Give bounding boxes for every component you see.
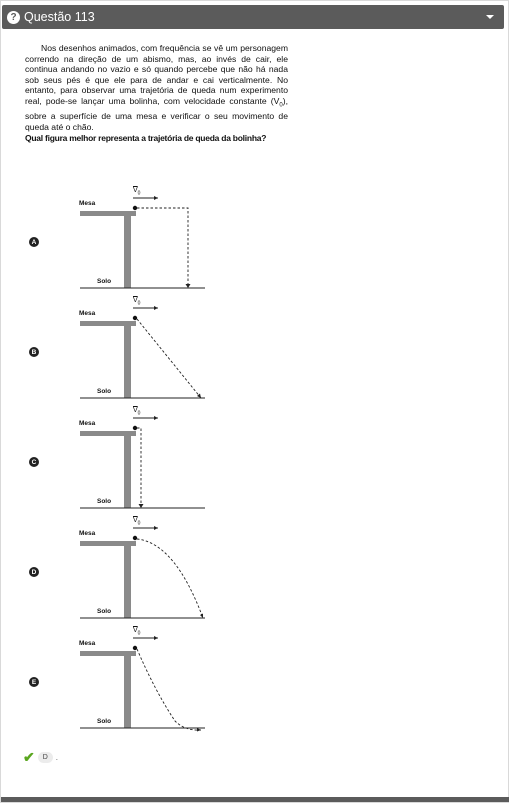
velocity-arrow-head xyxy=(154,416,158,420)
velocity-arrow-head xyxy=(154,636,158,640)
velocity-arrow-head xyxy=(154,306,158,310)
velocity-label: $\overline{V}_0$ xyxy=(133,297,141,307)
ground-label: Solo xyxy=(97,388,112,395)
velocity-label: $\overline{V}_0$ xyxy=(133,187,141,197)
trajectory-diagram xyxy=(25,301,295,413)
trajectory-arrow-head xyxy=(139,504,144,508)
trajectory-path xyxy=(137,208,188,285)
ball xyxy=(133,646,137,650)
option-e[interactable] xyxy=(25,627,295,743)
trajectory-diagram xyxy=(25,191,295,303)
table-top xyxy=(80,321,136,326)
trajectory-arrow-head xyxy=(197,728,201,732)
trajectory-path xyxy=(137,649,201,730)
table-label: Mesa xyxy=(79,640,96,647)
question-title: Questão 113 xyxy=(24,10,95,24)
table-leg xyxy=(124,216,131,288)
table-label: Mesa xyxy=(79,200,96,207)
velocity-arrow-head xyxy=(154,526,158,530)
table-leg xyxy=(124,326,131,398)
answer-trailing: . xyxy=(55,753,59,762)
table-top xyxy=(80,431,136,436)
ball xyxy=(133,426,137,430)
table-leg xyxy=(124,546,131,618)
ball xyxy=(133,536,137,540)
trajectory-diagram xyxy=(25,411,295,523)
question-body xyxy=(25,43,288,143)
trajectory-path xyxy=(137,319,201,398)
answer-badge: D xyxy=(38,752,53,763)
table-label: Mesa xyxy=(79,310,96,317)
velocity-label: $\overline{V}_0$ xyxy=(133,517,141,527)
option-c[interactable] xyxy=(25,407,295,523)
table-top xyxy=(80,651,136,656)
table-leg xyxy=(124,656,131,728)
table-label: Mesa xyxy=(79,420,96,427)
question-circle-icon: ? xyxy=(7,11,20,24)
ground-label: Solo xyxy=(97,608,112,615)
answer-row xyxy=(23,749,58,766)
velocity-arrow-head xyxy=(154,196,158,200)
table-label: Mesa xyxy=(79,530,96,537)
ground-label: Solo xyxy=(97,498,112,505)
option-letter: E xyxy=(29,677,39,687)
collapse-caret-icon[interactable] xyxy=(486,15,494,19)
option-letter: C xyxy=(29,457,39,467)
trajectory-path xyxy=(137,428,141,505)
option-d[interactable] xyxy=(25,517,295,633)
table-top xyxy=(80,211,136,216)
option-a[interactable] xyxy=(25,187,295,303)
option-letter: B xyxy=(29,347,39,357)
question-prompt: Qual figura melhor representa a trajetória de queda da bolinha? xyxy=(25,133,267,144)
option-b[interactable] xyxy=(25,297,295,413)
panel-bottom-bar xyxy=(1,797,509,802)
ball xyxy=(133,316,137,320)
question-text: Nos desenhos animados, com frequência se vê um personagem correndo na direção de um abismo, mas, ao invés de cair, ele continua andando no vazio e só quando percebe que não há nada sob seus pés é que ele para de andar e cai verticalmente. No entanto, para observar uma trajetória de queda num experimento real, pode-se lançar uma bolinha, com velocidade constante $(V_0)$, sobre a superfície de uma mesa e verificar o seu movimento de queda até o chão. xyxy=(25,43,288,132)
trajectory-diagram xyxy=(25,631,295,743)
check-icon: ✔ xyxy=(23,749,35,765)
ground-label: Solo xyxy=(97,718,112,725)
option-letter: D xyxy=(29,567,39,577)
question-header[interactable] xyxy=(2,5,504,29)
ground-label: Solo xyxy=(97,278,112,285)
table-leg xyxy=(124,436,131,508)
ball xyxy=(133,206,137,210)
trajectory-diagram xyxy=(25,521,295,633)
trajectory-arrow-head xyxy=(186,284,191,288)
velocity-label: $\overline{V}_0$ xyxy=(133,627,141,637)
velocity-label: $\overline{V}_0$ xyxy=(133,407,141,417)
table-top xyxy=(80,541,136,546)
trajectory-path xyxy=(137,539,203,618)
option-letter: A xyxy=(29,237,39,247)
